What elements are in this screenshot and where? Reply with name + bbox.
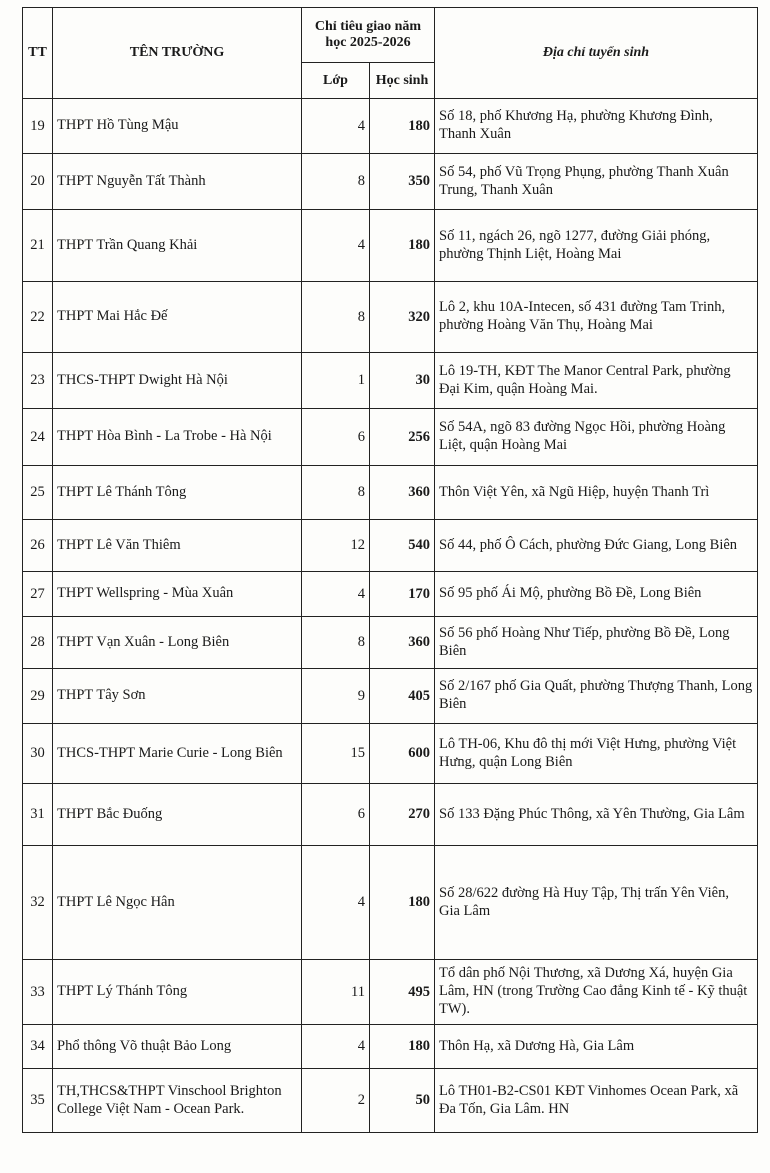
class-count: 9 — [302, 669, 370, 724]
school-name: THPT Lê Thánh Tông — [53, 466, 302, 520]
table-row — [23, 210, 758, 282]
student-count: 350 — [370, 154, 435, 210]
col-header-hoc-sinh: Học sinh — [370, 63, 435, 99]
student-count: 256 — [370, 409, 435, 466]
class-count: 8 — [302, 617, 370, 669]
row-number: 24 — [23, 409, 53, 466]
table-row — [23, 409, 758, 466]
student-count: 540 — [370, 520, 435, 572]
class-count: 11 — [302, 960, 370, 1025]
row-number: 33 — [23, 960, 53, 1025]
class-count: 12 — [302, 520, 370, 572]
admission-address: Số 95 phố Ái Mộ, phường Bồ Đề, Long Biên — [435, 572, 758, 617]
admission-address: Số 44, phố Ô Cách, phường Đức Giang, Long Biên — [435, 520, 758, 572]
student-count: 360 — [370, 466, 435, 520]
admission-address: Lô TH-06, Khu đô thị mới Việt Hưng, phường Việt Hưng, quận Long Biên — [435, 724, 758, 784]
table-row — [23, 154, 758, 210]
table-row — [23, 1069, 758, 1133]
col-header-ten-truong: TÊN TRƯỜNG — [53, 8, 302, 99]
school-name: THPT Bắc Đuống — [53, 784, 302, 846]
row-number: 20 — [23, 154, 53, 210]
row-number: 31 — [23, 784, 53, 846]
student-count: 180 — [370, 210, 435, 282]
school-name: TH,THCS&THPT Vinschool Brighton College Việt Nam - Ocean Park. — [53, 1069, 302, 1133]
col-header-chi-tieu: Chỉ tiêu giao năm học 2025-2026 — [302, 8, 435, 63]
admission-address: Số 11, ngách 26, ngõ 1277, đường Giải phóng, phường Thịnh Liệt, Hoàng Mai — [435, 210, 758, 282]
table-row — [23, 99, 758, 154]
admission-address: Lô 19-TH, KĐT The Manor Central Park, phường Đại Kim, quận Hoàng Mai. — [435, 353, 758, 409]
class-count: 15 — [302, 724, 370, 784]
admission-address: Tổ dân phố Nội Thương, xã Dương Xá, huyện Gia Lâm, HN (trong Trường Cao đẳng Kinh tế - Kỹ thuật TW). — [435, 960, 758, 1025]
admission-address: Số 56 phố Hoàng Như Tiếp, phường Bồ Đề, Long Biên — [435, 617, 758, 669]
admission-address: Số 18, phố Khương Hạ, phường Khương Đình, Thanh Xuân — [435, 99, 758, 154]
school-name: THPT Nguyễn Tất Thành — [53, 154, 302, 210]
col-header-tt: TT — [23, 8, 53, 99]
class-count: 4 — [302, 846, 370, 960]
student-count: 180 — [370, 846, 435, 960]
class-count: 2 — [302, 1069, 370, 1133]
student-count: 170 — [370, 572, 435, 617]
table-row — [23, 520, 758, 572]
col-header-lop: Lớp — [302, 63, 370, 99]
class-count: 4 — [302, 572, 370, 617]
class-count: 1 — [302, 353, 370, 409]
row-number: 28 — [23, 617, 53, 669]
class-count: 6 — [302, 409, 370, 466]
row-number: 27 — [23, 572, 53, 617]
row-number: 34 — [23, 1025, 53, 1069]
school-name: THPT Lê Ngọc Hân — [53, 846, 302, 960]
row-number: 30 — [23, 724, 53, 784]
table-row — [23, 282, 758, 353]
class-count: 8 — [302, 154, 370, 210]
school-name: THPT Wellspring - Mùa Xuân — [53, 572, 302, 617]
admission-address: Số 54A, ngõ 83 đường Ngọc Hồi, phường Hoàng Liệt, quận Hoàng Mai — [435, 409, 758, 466]
school-name: THPT Hồ Tùng Mậu — [53, 99, 302, 154]
table-row — [23, 724, 758, 784]
table-row — [23, 669, 758, 724]
table-row — [23, 1025, 758, 1069]
school-name: THCS-THPT Dwight Hà Nội — [53, 353, 302, 409]
school-name: THPT Mai Hắc Đế — [53, 282, 302, 353]
table-row — [23, 617, 758, 669]
table-body — [23, 99, 758, 1133]
admission-address: Lô TH01-B2-CS01 KĐT Vinhomes Ocean Park, xã Đa Tốn, Gia Lâm. HN — [435, 1069, 758, 1133]
row-number: 29 — [23, 669, 53, 724]
table-row — [23, 353, 758, 409]
class-count: 8 — [302, 466, 370, 520]
student-count: 180 — [370, 1025, 435, 1069]
class-count: 6 — [302, 784, 370, 846]
student-count: 495 — [370, 960, 435, 1025]
admission-address: Số 133 Đặng Phúc Thông, xã Yên Thường, Gia Lâm — [435, 784, 758, 846]
admission-address: Lô 2, khu 10A-Intecen, số 431 đường Tam Trinh, phường Hoàng Văn Thụ, Hoàng Mai — [435, 282, 758, 353]
student-count: 600 — [370, 724, 435, 784]
row-number: 22 — [23, 282, 53, 353]
school-name: THPT Lý Thánh Tông — [53, 960, 302, 1025]
admission-address: Số 2/167 phố Gia Quất, phường Thượng Thanh, Long Biên — [435, 669, 758, 724]
row-number: 23 — [23, 353, 53, 409]
class-count: 4 — [302, 210, 370, 282]
student-count: 50 — [370, 1069, 435, 1133]
table-row — [23, 846, 758, 960]
class-count: 8 — [302, 282, 370, 353]
table-row — [23, 960, 758, 1025]
row-number: 21 — [23, 210, 53, 282]
student-count: 180 — [370, 99, 435, 154]
class-count: 4 — [302, 99, 370, 154]
admission-address: Thôn Hạ, xã Dương Hà, Gia Lâm — [435, 1025, 758, 1069]
student-count: 360 — [370, 617, 435, 669]
admission-address: Số 28/622 đường Hà Huy Tập, Thị trấn Yên Viên, Gia Lâm — [435, 846, 758, 960]
student-count: 320 — [370, 282, 435, 353]
row-number: 19 — [23, 99, 53, 154]
student-count: 30 — [370, 353, 435, 409]
row-number: 26 — [23, 520, 53, 572]
admission-address: Thôn Việt Yên, xã Ngũ Hiệp, huyện Thanh Trì — [435, 466, 758, 520]
table-row — [23, 572, 758, 617]
school-name: THPT Tây Sơn — [53, 669, 302, 724]
school-quota-table — [22, 7, 758, 1133]
school-name: Phổ thông Võ thuật Bảo Long — [53, 1025, 302, 1069]
row-number: 35 — [23, 1069, 53, 1133]
admission-address: Số 54, phố Vũ Trọng Phụng, phường Thanh Xuân Trung, Thanh Xuân — [435, 154, 758, 210]
school-name: THPT Lê Văn Thiêm — [53, 520, 302, 572]
row-number: 25 — [23, 466, 53, 520]
student-count: 270 — [370, 784, 435, 846]
table-row — [23, 466, 758, 520]
col-header-dia-chi: Địa chỉ tuyển sinh — [435, 8, 758, 99]
school-name: THPT Vạn Xuân - Long Biên — [53, 617, 302, 669]
school-name: THPT Hòa Bình - La Trobe - Hà Nội — [53, 409, 302, 466]
student-count: 405 — [370, 669, 435, 724]
school-name: THPT Trần Quang Khải — [53, 210, 302, 282]
table-row — [23, 784, 758, 846]
header-row — [23, 8, 758, 63]
school-name: THCS-THPT Marie Curie - Long Biên — [53, 724, 302, 784]
row-number: 32 — [23, 846, 53, 960]
class-count: 4 — [302, 1025, 370, 1069]
